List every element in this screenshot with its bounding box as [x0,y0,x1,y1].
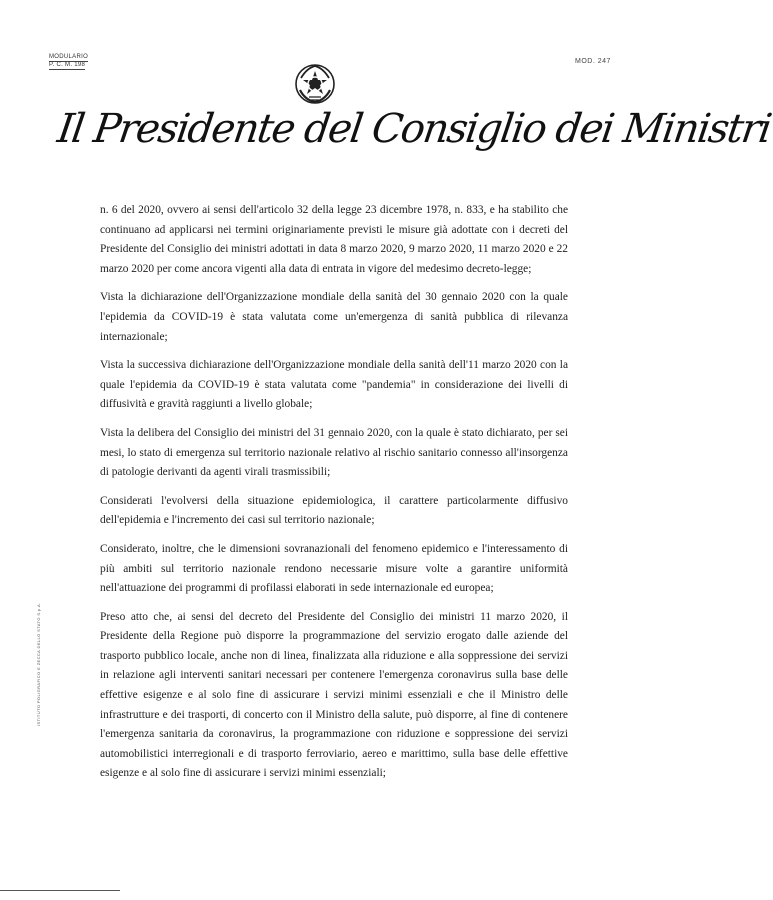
modulario-line2: P. C. M. 198 [49,62,86,68]
italian-republic-emblem-icon [291,60,339,108]
mod-code: MOD. 247 [575,58,611,65]
paragraph-6: Considerato, inoltre, che le dimensioni sovranazionali del fenomeno epidemico e l'interessamento di più ambiti sul territorio nazionale rendono necessarie misure volte a garantire uniformità nell'attuazione dei programmi di profilassi elaborati in sede internazionale ed europea; [100,542,568,595]
modulario-line1: MODULARIO [49,54,89,60]
paragraph-7: Preso atto che, ai sensi del decreto del Presidente del Consiglio dei ministri 11 marzo 2020, il Presidente della Regione può disporre la programmazione del servizio erogato dalle aziende del trasporto pubblico locale, anche non di linea, finalizzata alla riduzione e alla soppressione dei servizi in relazione agli interventi sanitari necessari per contenere l'emergenza coronavirus sulla base delle effettive esigenze e al solo fine di assicurare i servizi minimi essenziali e che il Ministro delle infrastrutture e dei trasporti, di concerto con il Ministro della salute, può disporre, al fine di contenere l'emergenza sanitaria da coronavirus, la programmazione con riduzione e soppressione dei servizi automobilistici interregionali e di trasporto ferroviario, aereo e marittimo, sulla base delle effettive esigenze e al solo fine di assicurare i servizi minimi essenziali; [100,610,568,780]
page-title: Il Presidente del Consiglio dei Ministri [54,106,773,152]
paragraph-2: Vista la dichiarazione dell'Organizzazione mondiale della sanità del 30 gennaio 2020 con la quale l'epidemia da COVID-19 è stata valutata come un'emergenza di sanità pubblica di rilevanza internazionale; [100,291,568,343]
printer-side-note-text: ISTITUTO POLIGRAFICO E ZECCA DELLO STATO S.p.A. [36,602,41,726]
paragraph-1: n. 6 del 2020, ovvero ai sensi dell'articolo 32 della legge 23 dicembre 1978, n. 833, e ha stabilito che continuano ad applicarsi nei termini originariamente previsti le misure già adottate con i decreti del Presidente del Consiglio dei ministri adottati in data 8 marzo 2020, 9 marzo 2020, 11 marzo 2020 e 22 marzo 2020 per come ancora vigenti alla data di entrata in vigore del medesimo decreto-legge; [100,204,568,275]
footer-rule [0,890,120,891]
paragraph-4: Vista la delibera del Consiglio dei ministri del 31 gennaio 2020, con la quale è stato dichiarato, per sei mesi, lo stato di emergenza sul territorio nazionale relativo al rischio sanitario connesso all'insorgenza di patologie derivanti da agenti virali trasmissibili; [100,426,568,479]
modulario-label [49,54,88,70]
document-body [100,201,568,793]
paragraph-3: Vista la successiva dichiarazione dell'Organizzazione mondiale della sanità dell'11 marzo 2020 con la quale l'epidemia da COVID-19 è stata valutata come "pandemia" in considerazione dei livelli di diffusività e gravità raggiunti a livello globale; [100,359,568,411]
paragraph-5: Considerati l'evolversi della situazione epidemiologica, il carattere particolarmente diffusivo dell'epidemia e l'incremento dei casi sul territorio nazionale; [100,494,568,527]
printer-side-note [30,602,41,726]
